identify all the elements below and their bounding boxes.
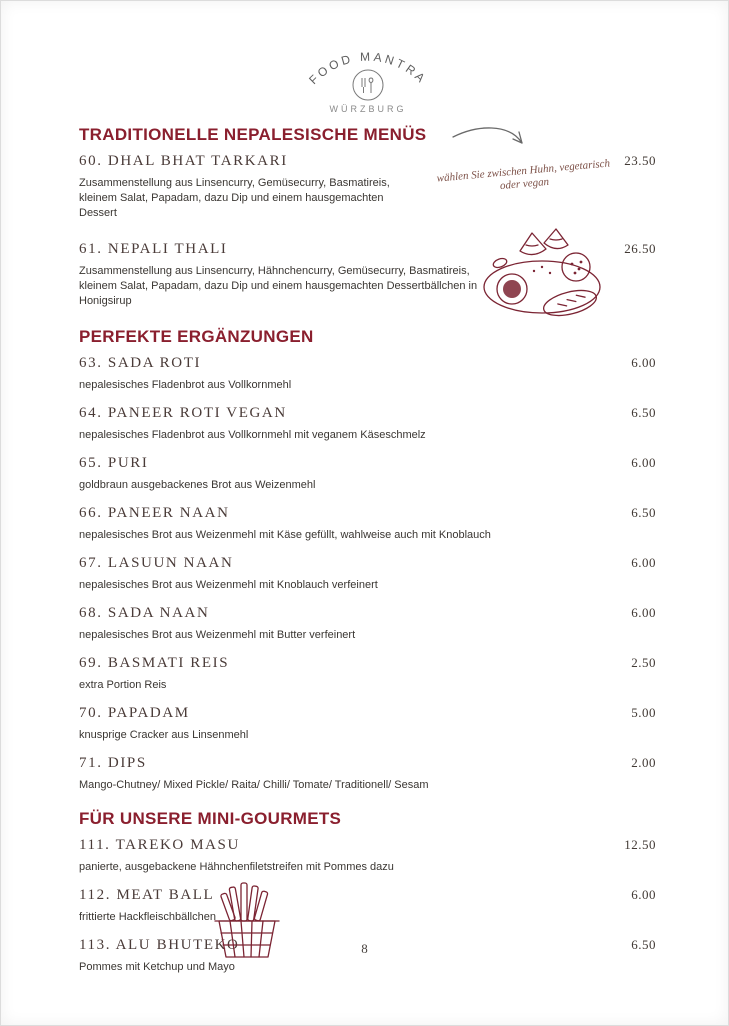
thali-illustration	[478, 219, 620, 325]
item-description: nepalesisches Brot aus Weizenmehl mit Butter verfeinert	[79, 629, 356, 641]
logo-emblem-icon	[353, 70, 383, 100]
section-traditionelle-menues	[79, 125, 656, 309]
item-name: 67. LASUUN NAAN	[79, 555, 234, 571]
menu-item	[79, 837, 656, 875]
item-price: 6.50	[631, 505, 656, 520]
item-name: 63. SADA ROTI	[79, 355, 202, 371]
item-price: 5.00	[631, 705, 656, 720]
restaurant-logo	[79, 1, 656, 115]
item-price: 6.00	[631, 455, 656, 470]
menu-item	[79, 405, 656, 443]
item-description: nepalesisches Brot aus Weizenmehl mit Knoblauch verfeinert	[79, 579, 378, 591]
item-description: Pommes mit Ketchup und Mayo	[79, 961, 235, 973]
item-price: 6.00	[631, 355, 656, 370]
logo-graphic	[258, 27, 478, 117]
item-description: Mango-Chutney/ Mixed Pickle/ Raita/ Chilli/ Tomate/ Traditionell/ Sesam	[79, 779, 429, 791]
item-price: 6.50	[631, 937, 656, 952]
item-name: 68. SADA NAAN	[79, 605, 210, 621]
item-price: 23.50	[624, 153, 656, 168]
item-price: 12.50	[624, 837, 656, 852]
item-price: 6.00	[631, 605, 656, 620]
item-name: 71. DIPS	[79, 755, 147, 771]
item-description: goldbraun ausgebackenes Brot aus Weizenmehl	[79, 479, 316, 491]
menu-item	[79, 705, 656, 743]
choice-arrow-icon	[451, 121, 541, 161]
menu-item	[79, 887, 656, 925]
item-name: 64. PANEER ROTI VEGAN	[79, 405, 287, 421]
section-title: PERFEKTE ERGÄNZUNGEN	[79, 327, 314, 346]
item-description: extra Portion Reis	[79, 679, 167, 691]
item-name: 69. BASMATI REIS	[79, 655, 230, 671]
menu-item	[79, 455, 656, 493]
item-price: 6.00	[631, 887, 656, 902]
item-name: 70. PAPADAM	[79, 705, 190, 721]
item-description: nepalesisches Fladenbrot aus Vollkornmehl	[79, 379, 292, 391]
item-price: 6.50	[631, 405, 656, 420]
item-name: 60. DHAL BHAT TARKARI	[79, 153, 288, 169]
logo-city-text: WÜRZBURG	[329, 104, 406, 114]
menu-item	[79, 755, 656, 793]
item-name: 112. MEAT BALL	[79, 887, 215, 903]
item-description: nepalesisches Fladenbrot aus Vollkornmehl mit veganem Käseschmelz	[79, 429, 426, 441]
item-price: 6.00	[631, 555, 656, 570]
item-name: 61. NEPALI THALI	[79, 241, 228, 257]
menu-item	[79, 555, 656, 593]
page-number: 8	[361, 941, 368, 956]
item-description: frittierte Hackfleischbällchen	[79, 911, 216, 923]
item-description: panierte, ausgebackene Hähnchenfiletstreifen mit Pommes dazu	[79, 861, 394, 873]
choice-note: wählen Sie zwischen Huhn, vegetarisch oder vegan	[436, 157, 611, 193]
menu-item	[79, 605, 656, 643]
menu-item	[79, 505, 656, 543]
section-perfekte-ergaenzungen	[79, 327, 656, 793]
item-description: nepalesisches Brot aus Weizenmehl mit Käse gefüllt, wahlweise auch mit Knoblauch	[79, 529, 491, 541]
section-title: FÜR UNSERE MINI-GOURMETS	[79, 809, 342, 828]
item-name: 65. PURI	[79, 455, 149, 471]
item-description: Zusammenstellung aus Linsencurry, Hähnchencurry, Gemüsecurry, Basmatireis, kleinem Salat, Papadam, dazu Dip und einem hausgemachten Dessertbällchen in Honigsirup	[79, 265, 478, 307]
item-price: 2.50	[631, 655, 656, 670]
item-description: knusprige Cracker aus Linsenmehl	[79, 729, 249, 741]
item-price: 26.50	[624, 241, 656, 256]
item-description: Zusammenstellung aus Linsencurry, Gemüsecurry, Basmatireis, kleinem Salat, Papadam, dazu Dip und einem hausgemachten Dessert	[79, 177, 390, 219]
menu-item	[79, 655, 656, 693]
item-price: 2.00	[631, 755, 656, 770]
item-name: 111. TAREKO MASU	[79, 837, 240, 853]
menu-item	[79, 355, 656, 393]
section-title: TRADITIONELLE NEPALESISCHE MENÜS	[79, 125, 427, 144]
logo-arc-text: FOOD MANTRA	[305, 49, 430, 88]
item-name: 113. ALU BHUTEKO	[79, 937, 240, 953]
item-name: 66. PANEER NAAN	[79, 505, 230, 521]
